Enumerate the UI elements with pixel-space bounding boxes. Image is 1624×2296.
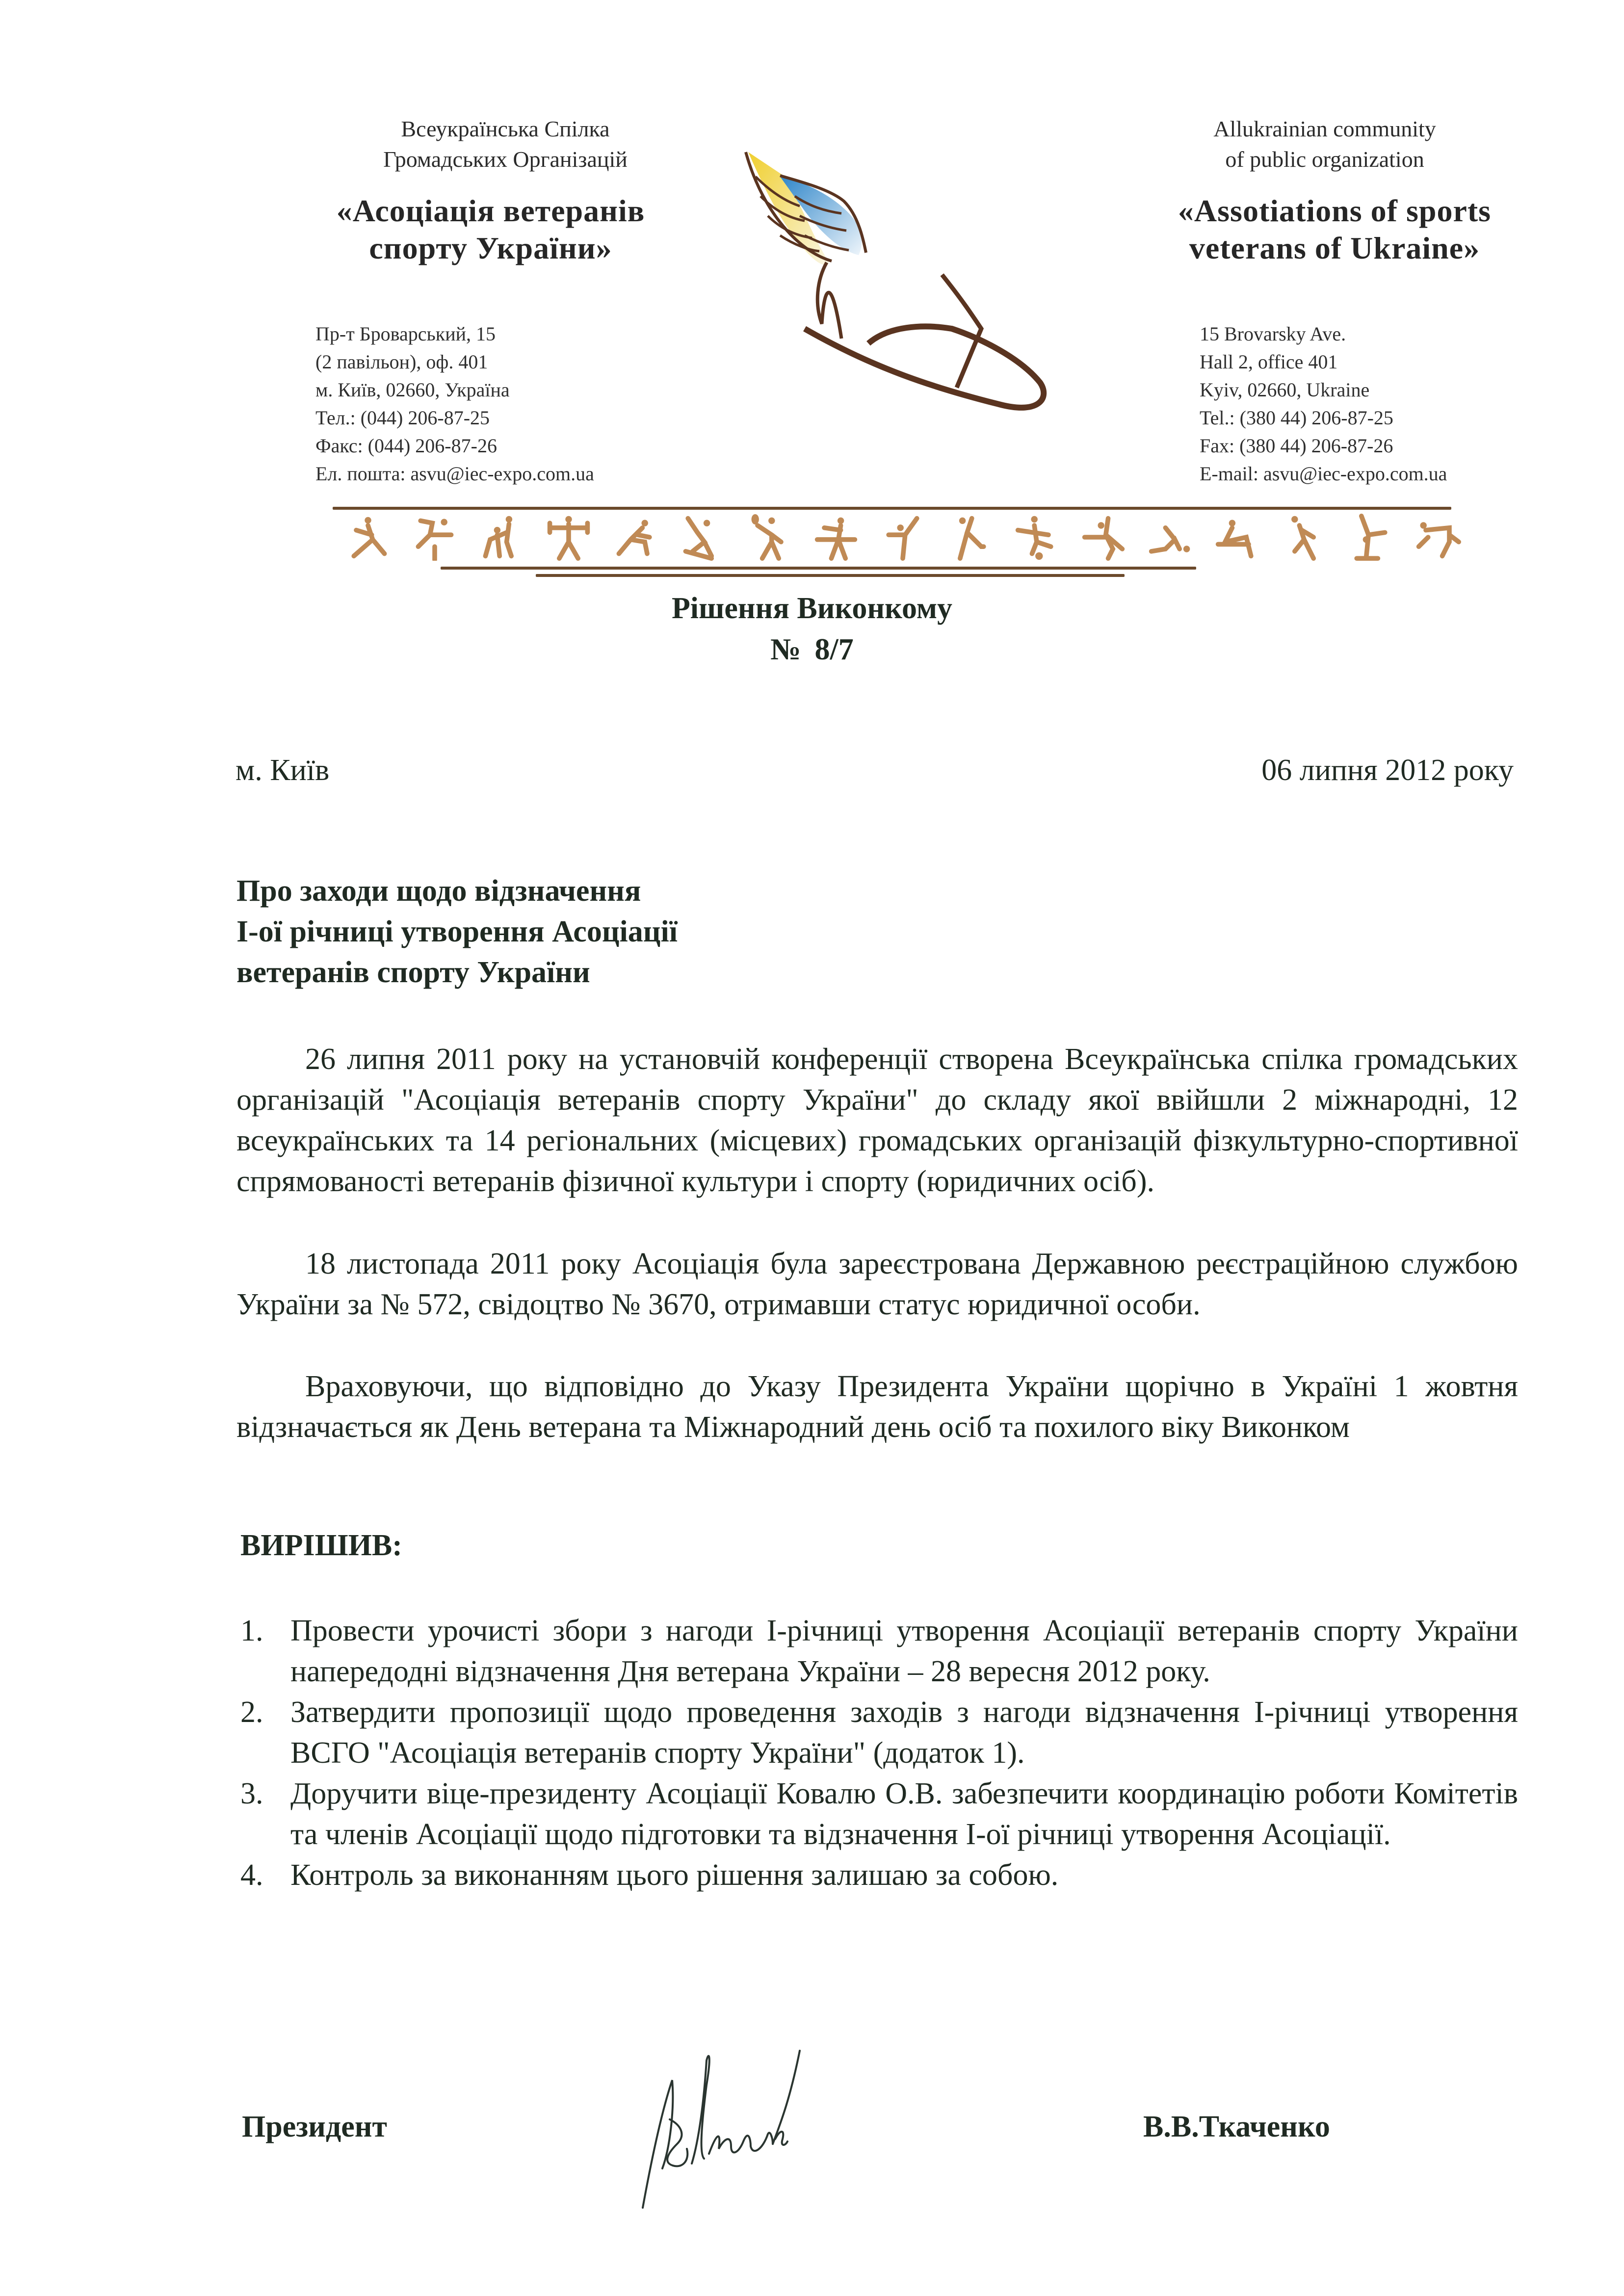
email-ua: Ел. пошта: asvu@iec-expo.com.ua [315, 463, 594, 485]
fax-ua: Факс: (044) 206-87-26 [315, 435, 497, 457]
phone-ua: Тел.: (044) 206-87-25 [315, 407, 490, 429]
number-value: 8/7 [814, 633, 854, 666]
letterhead-rule-middle [441, 567, 1196, 570]
bowling-icon [945, 514, 994, 561]
decision-item-number: 4. [240, 1858, 263, 1892]
winged-sandal-logo-icon [726, 132, 1089, 476]
rowing-icon [1212, 514, 1261, 561]
email-en: E-mail: asvu@iec-expo.com.ua [1200, 463, 1447, 485]
org-name-ua [294, 192, 687, 267]
pommel-horse-icon [1346, 514, 1395, 561]
address-street-en: 15 Brovarsky Ave. [1200, 323, 1346, 345]
resolved-heading: ВИРІШИВ: [240, 1529, 402, 1562]
org-type-ua [319, 114, 692, 175]
decision-item [236, 1774, 1518, 1855]
paragraph-considering [236, 1366, 1518, 1448]
paragraph-text: Враховуючи, що відповідно до Указу Президента України щорічно в Україні 1 жовтня відзначається як День ветерана та Міжнародний день осіб та похилого віку Виконком [236, 1370, 1518, 1444]
volleyball-icon [1079, 514, 1128, 561]
org-type-en-line-2: of public organization [1225, 147, 1424, 172]
number-sign: № [770, 633, 801, 666]
address-city-ua: м. Київ, 02660, Україна [315, 379, 510, 401]
subject-heading [236, 871, 678, 993]
tennis-icon [745, 514, 794, 561]
subject-line-1: Про заходи щодо відзначення [236, 874, 641, 908]
handwritten-signature-icon [633, 2041, 967, 2218]
org-name-en [1133, 192, 1536, 267]
org-name-en-line-2: veterans of Ukraine» [1189, 231, 1480, 265]
org-type-en-line-1: Allukrainian community [1213, 116, 1436, 141]
handball-icon [343, 514, 393, 561]
paragraph-text: 18 листопада 2011 року Асоціація була зареєстрована Державною реєстраційною службою України за № 572, свідоцтво № 3670, отримавши статус юридичної особи. [236, 1247, 1518, 1321]
decision-title: Рішення Виконкому [671, 592, 953, 625]
decision-number [0, 630, 1624, 669]
decision-item-text: Провести урочисті збори з нагоди І-річниці утворення Асоціації ветеранів спорту України напередодні відзначення Дня ветерана України – 28 вересня 2012 року. [290, 1614, 1518, 1688]
org-type-ua-line-1: Всеукраїнська Спілка [401, 116, 610, 141]
hurdles-icon [410, 514, 459, 561]
phone-en: Tel.: (380 44) 206-87-25 [1200, 407, 1393, 429]
decisions-list [236, 1611, 1518, 1896]
weightlifting-icon [544, 514, 593, 561]
address-block-en [1200, 320, 1447, 488]
signatory-role: Президент [242, 2110, 387, 2143]
decision-item-text: Доручити віце-президенту Асоціації Ковалю О.В. забезпечити координацію роботи Комітетів та членів Асоціації щодо підготовки та відзначення І-ої річниці утворення Асоціації. [290, 1777, 1518, 1851]
decision-item-number: 2. [240, 1696, 263, 1729]
address-block-ua [315, 320, 594, 488]
decision-item-text: Контроль за виконанням цього рішення залишаю за собою. [290, 1858, 1059, 1892]
sprint-start-icon [611, 514, 660, 561]
org-name-en-line-1: «Assotiations of sports [1178, 193, 1492, 228]
date: 06 липня 2012 року [1261, 754, 1514, 787]
address-street-ua: Пр-т Броварський, 15 [315, 323, 496, 345]
letterhead-rule-lower [536, 574, 1125, 577]
cycling-icon [1413, 514, 1462, 561]
swimming-icon [1146, 514, 1195, 561]
letterhead-rule-top [333, 507, 1451, 510]
subject-line-3: ветеранів спорту України [236, 956, 590, 989]
paragraph-registration [236, 1244, 1518, 1325]
paragraph-text: 26 липня 2011 року на установчій конференції створена Всеукраїнська спілка громадських організацій "Асоціація ветеранів спорту України" до складу якої ввійшли 2 міжнародні, 12 всеукраїнських та 14 регіональних (місцевих) громадських організацій фізкультурно-спортивної спрямованості ветеранів фізичної культури і спорту (юридичних осіб). [236, 1043, 1518, 1198]
athletics-icon [1280, 514, 1329, 561]
decision-item-number: 1. [240, 1614, 263, 1647]
place: м. Київ [236, 754, 330, 787]
decision-item [236, 1692, 1518, 1774]
wrestling-icon [477, 514, 526, 561]
decision-item [236, 1855, 1518, 1896]
gymnastics-icon [878, 514, 927, 561]
decision-item-text: Затвердити пропозиції щодо проведення заходів з нагоди відзначення І-річниці утворення ВСГО "Асоціація ветеранів спорту України" (додаток 1). [290, 1696, 1518, 1770]
table-tennis-icon [812, 514, 861, 561]
decision-item-number: 3. [240, 1777, 263, 1810]
football-icon [1012, 514, 1061, 561]
subject-line-2: І-ої річниці утворення Асоціації [236, 915, 678, 948]
skiing-icon [678, 514, 727, 561]
sports-pictogram-strip [343, 513, 1462, 562]
org-type-ua-line-2: Громадських Організацій [383, 147, 628, 172]
decision-item [236, 1611, 1518, 1692]
address-office-en: Hall 2, office 401 [1200, 351, 1338, 373]
paragraph-founding [236, 1039, 1518, 1202]
address-office-ua: (2 павільон), оф. 401 [315, 351, 488, 373]
fax-en: Fax: (380 44) 206-87-26 [1200, 435, 1393, 457]
org-name-ua-line-2: спорту України» [369, 231, 612, 265]
signatory-name: В.В.Ткаченко [1143, 2110, 1330, 2143]
address-city-en: Kyiv, 02660, Ukraine [1200, 379, 1370, 401]
org-name-ua-line-1: «Асоціація ветеранів [336, 193, 645, 228]
org-type-en [1187, 114, 1462, 175]
